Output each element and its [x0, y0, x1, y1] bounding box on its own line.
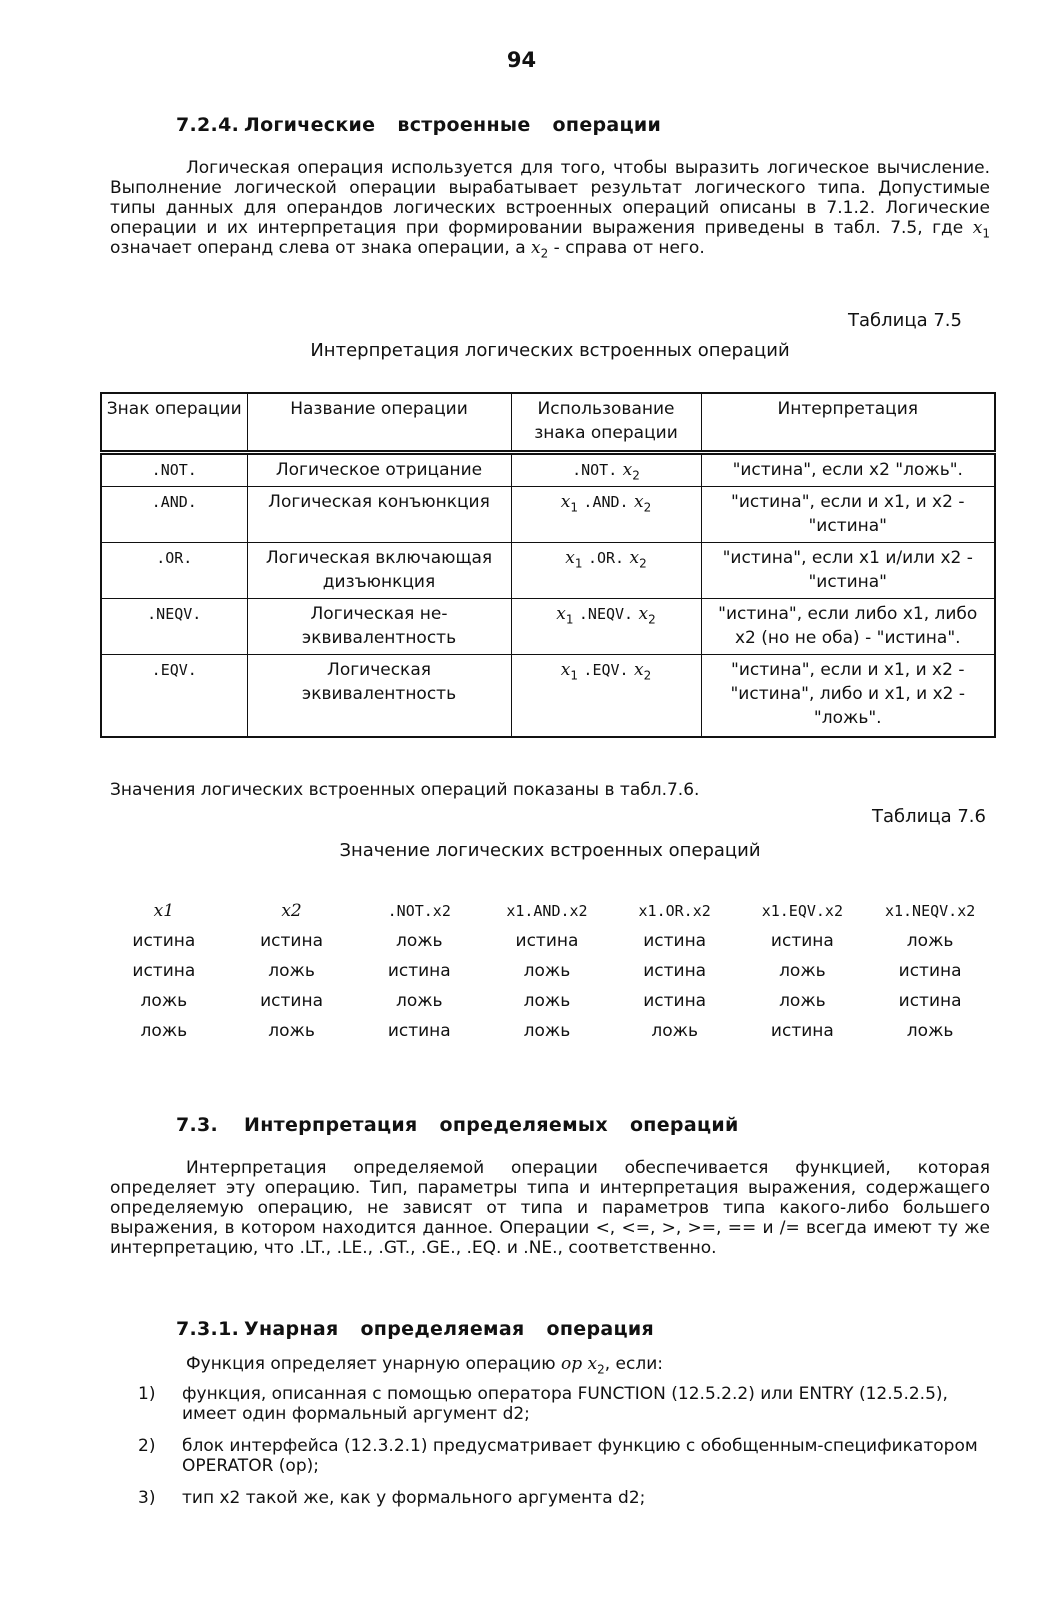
table-7-6-title: Значение логических встроенных операций — [339, 840, 761, 861]
section-heading-7-2-4 — [176, 114, 683, 136]
item-text: тип x2 такой же, как у формального аргумента d2; — [182, 1488, 646, 1508]
cell: истина — [515, 931, 579, 951]
cell: ложь — [523, 991, 571, 1011]
op-usage — [511, 487, 701, 543]
op-sign: .EQV. — [101, 655, 247, 737]
defined-ops-text: Интерпретация определяемой операции обеспечивается функцией, которая определяет эту операцию. Тип, параметры типа и интерпретация выражения, содержащего определяемую операцию, не зависят от типа и параметров типа какого-либо большего выражения, в котором находится данное. Операции <, <=, >, >=, == и /= всегда имеют ту же интерпретацию, что .LT., .LE., .GT., .GE., .EQ. и .NE., соответственно. — [110, 1158, 990, 1258]
item-number: 3) — [138, 1488, 156, 1508]
table-row — [101, 655, 995, 737]
op-usage — [511, 453, 701, 487]
table-row — [100, 926, 994, 956]
cell: ложь — [779, 961, 826, 981]
table-row — [100, 1016, 994, 1046]
cell: ложь — [140, 1021, 188, 1041]
cell: истина — [898, 991, 962, 1011]
header-cell: Интерпретация — [701, 393, 995, 453]
section-number: 7.3.1. — [176, 1318, 240, 1340]
operand-b: x — [629, 548, 640, 568]
cell: истина — [898, 961, 962, 981]
op-usage — [511, 543, 701, 599]
op-interpretation: "истина", если x2 "ложь". — [701, 453, 995, 487]
subscript: 2 — [597, 1362, 605, 1377]
cell: истина — [132, 961, 196, 981]
operator: .NEQV. — [578, 605, 634, 623]
operand-a: x — [560, 492, 571, 512]
operand-a: x — [560, 660, 571, 680]
op-name: Логическое отрицание — [247, 453, 511, 487]
paragraph-unary — [186, 1354, 663, 1377]
table-row — [101, 453, 995, 487]
item-text: функция, описанная с помощью оператора FUNCTION (12.5.2.2) или ENTRY (12.5.2.5), имеет один формальный аргумент d2; — [182, 1384, 948, 1424]
header-cell: x1 — [153, 901, 175, 921]
header-cell: x1.OR.x2 — [638, 902, 711, 920]
table-7-5 — [100, 392, 996, 738]
op-interpretation: "истина", если x1 и/или x2 - "истина" — [701, 543, 995, 599]
subscript: 1 — [570, 668, 579, 683]
cell: ложь — [395, 991, 443, 1011]
list-item — [110, 1436, 990, 1476]
var-x2: x — [587, 1354, 598, 1374]
page-number: 94 — [506, 48, 537, 72]
table-header-row — [100, 896, 994, 926]
heading-word: операции — [552, 114, 662, 136]
heading-word: определяемых — [439, 1114, 608, 1136]
cell: истина — [260, 991, 323, 1011]
header-cell: x1.EQV.x2 — [761, 902, 843, 920]
list-item — [110, 1488, 990, 1508]
subscript: 2 — [632, 468, 640, 483]
section-heading-7-3 — [176, 1114, 761, 1136]
text-part: Функция определяет унарную операцию — [186, 1354, 561, 1374]
operator: .OR. — [587, 549, 625, 567]
table-row — [101, 543, 995, 599]
header-cell: Использование знака операции — [511, 393, 701, 453]
heading-word: Логические — [244, 114, 376, 136]
header-cell: x2 — [281, 901, 302, 921]
table-7-5-label: Таблица 7.5 — [848, 310, 962, 331]
text-part: Логическая операция используется для того, чтобы выразить логическое вычисление. Выполнение логической операции вырабатывает результат логического типа. Допустимые типы данных для операндов логических встроенных операций описаны в 7.1.2. Логические операции и их интерпретация при формировании выражения приведены в табл. 7.5, где — [110, 158, 990, 238]
table-7-6 — [100, 896, 994, 1046]
table-7-6-label: Таблица 7.6 — [872, 806, 986, 827]
paragraph-values-ref: Значения логических встроенных операций показаны в табл.7.6. — [110, 780, 700, 800]
header-cell: .NOT.x2 — [387, 902, 451, 920]
header-cell: x1.AND.x2 — [506, 902, 588, 920]
subscript: 1 — [574, 556, 583, 571]
cell: истина — [132, 931, 196, 951]
item-text: блок интерфейса (12.3.2.1) предусматривает функцию с обобщенным-спецификатором OPERATOR (op); — [182, 1436, 978, 1476]
cell: ложь — [395, 931, 443, 951]
cell: истина — [643, 991, 707, 1011]
operand-b: x — [633, 660, 644, 680]
subscript: 2 — [643, 668, 652, 683]
cell: ложь — [268, 961, 315, 981]
op-sign: .AND. — [101, 487, 247, 543]
table-7-5-title: Интерпретация логических встроенных операций — [310, 340, 790, 361]
cell: ложь — [523, 1021, 571, 1041]
subscript: 2 — [639, 556, 647, 571]
subscript: 2 — [643, 500, 652, 515]
cell: ложь — [268, 1021, 315, 1041]
header-cell: Знак операции — [101, 393, 247, 453]
header-cell: x1.NEQV.x2 — [884, 902, 976, 920]
cell: ложь — [140, 991, 188, 1011]
op-interpretation: "истина", если и x1, и x2 - "истина", либо и x1, и x2 - "ложь". — [701, 655, 995, 737]
op-name: Логическая эквивалентность — [247, 655, 511, 737]
operator: .NOT. — [572, 461, 618, 479]
item-number: 2) — [138, 1436, 156, 1456]
text-part: означает операнд слева от знака операции, а — [110, 238, 532, 258]
op-name: Логическая включающая дизъюнкция — [247, 543, 511, 599]
op-usage — [511, 599, 701, 655]
subscript: 2 — [648, 612, 656, 627]
heading-word: определяемая — [360, 1318, 525, 1340]
cell: истина — [643, 931, 707, 951]
operand-a: x — [565, 548, 575, 568]
intro-text — [110, 158, 990, 261]
operator: .EQV. — [583, 661, 629, 679]
op-sign: .NEQV. — [101, 599, 247, 655]
cell: ложь — [779, 991, 826, 1011]
cell: истина — [387, 961, 451, 981]
table-row — [101, 487, 995, 543]
table-row — [100, 956, 994, 986]
text-part: , если: — [604, 1354, 663, 1374]
op-sign: .NOT. — [101, 453, 247, 487]
table-header-row — [101, 393, 995, 453]
op-sign: .OR. — [101, 543, 247, 599]
operand-a: x — [556, 604, 566, 624]
op-interpretation: "истина", если и x1, и x2 - "истина" — [701, 487, 995, 543]
cell: ложь — [906, 931, 954, 951]
heading-word: встроенные — [397, 114, 531, 136]
heading-word: операция — [546, 1318, 654, 1340]
op-name: Логическая не-эквивалентность — [247, 599, 511, 655]
subscript: 2 — [540, 246, 549, 261]
operand-b: x — [638, 604, 649, 624]
var-x2: x — [531, 238, 541, 258]
cell: ложь — [906, 1021, 954, 1041]
cell: ложь — [651, 1021, 698, 1041]
subscript: 1 — [982, 226, 990, 241]
operator: .AND. — [583, 493, 629, 511]
cell: истина — [770, 931, 834, 951]
item-number: 1) — [138, 1384, 156, 1404]
var-op: op — [560, 1354, 583, 1374]
cell: истина — [643, 961, 707, 981]
op-interpretation: "истина", если либо x1, либо x2 (но не оба) - "истина". — [701, 599, 995, 655]
section-heading-7-3-1 — [176, 1318, 676, 1340]
heading-word: Унарная — [244, 1318, 339, 1340]
subscript: 1 — [570, 500, 579, 515]
operand-b: x — [633, 492, 644, 512]
table-row — [100, 986, 994, 1016]
heading-word: Интерпретация — [244, 1114, 418, 1136]
text-part: - справа от него. — [548, 238, 705, 258]
header-cell: Название операции — [247, 393, 511, 453]
conditions-list — [110, 1384, 990, 1520]
cell: истина — [387, 1021, 451, 1041]
list-item — [110, 1384, 990, 1424]
paragraph-intro — [110, 158, 990, 261]
subscript: 1 — [565, 612, 574, 627]
paragraph-defined-ops — [110, 1158, 990, 1258]
var-x1: x — [972, 218, 983, 238]
op-usage — [511, 655, 701, 737]
operand-b: x — [622, 460, 633, 480]
section-number: 7.2.4. — [176, 114, 240, 136]
op-name: Логическая конъюнкция — [247, 487, 511, 543]
cell: истина — [260, 931, 323, 951]
heading-word: операций — [629, 1114, 739, 1136]
section-number: 7.3. — [176, 1114, 219, 1136]
table-row — [101, 599, 995, 655]
cell: ложь — [523, 961, 571, 981]
cell: истина — [770, 1021, 834, 1041]
